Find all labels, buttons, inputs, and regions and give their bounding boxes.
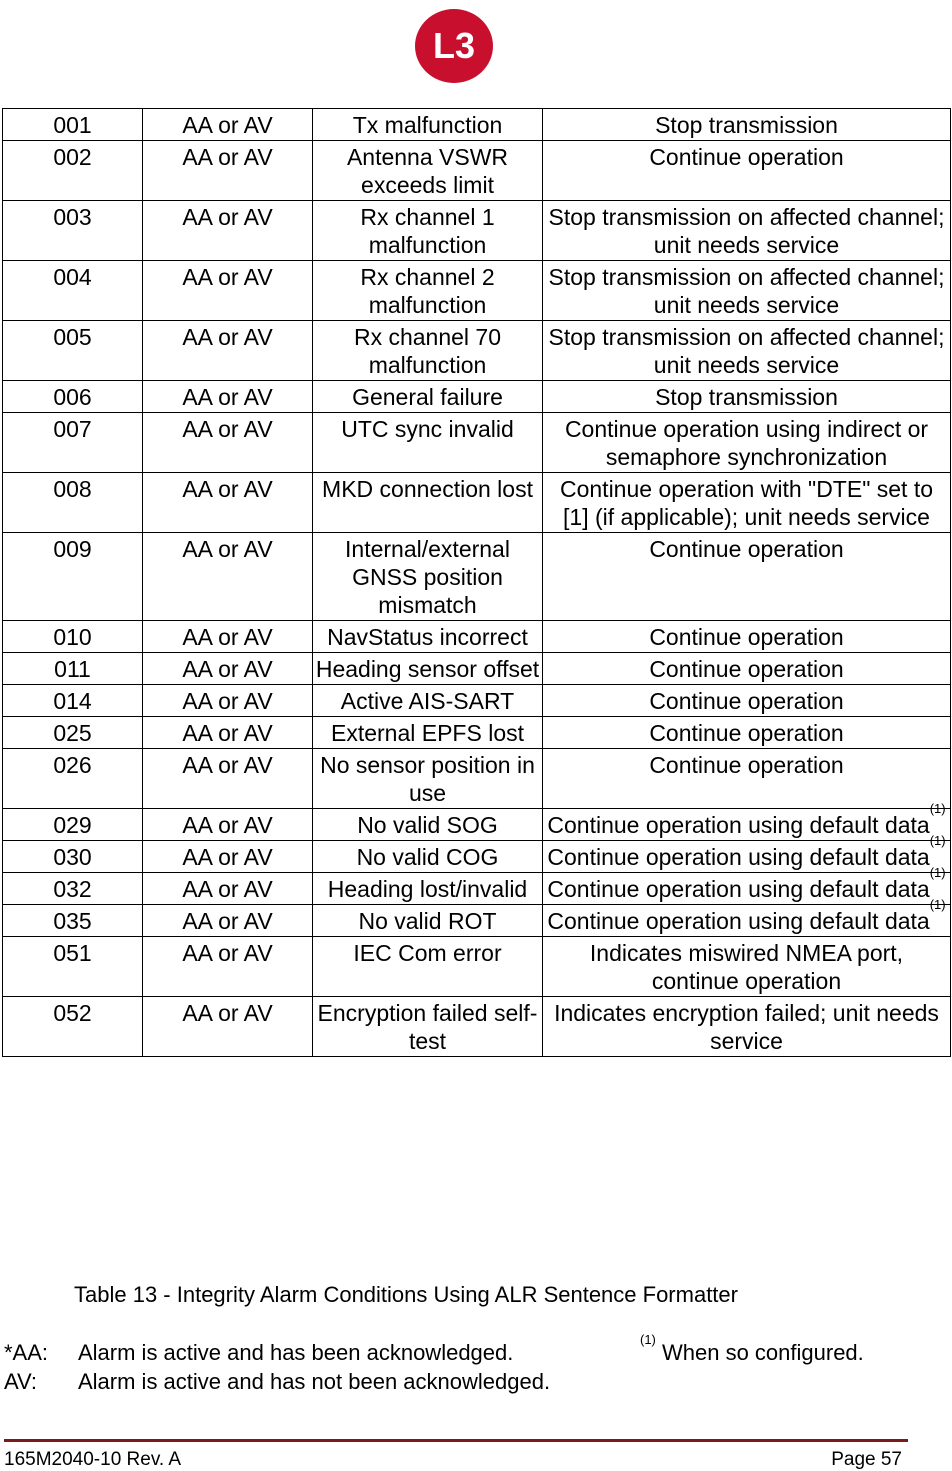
- alarm-condition-cell: [313, 141, 543, 201]
- table-row: [3, 905, 951, 937]
- legend-text: Alarm is active and has not been acknowledged.: [78, 1369, 551, 1394]
- alarm-state-cell-text: AA or AV: [182, 876, 273, 902]
- alarm-state-cell-text: AA or AV: [182, 656, 273, 682]
- alarm-condition-cell-text: Rx channel 70 malfunction: [353, 324, 502, 378]
- alarm-id-cell-text: 035: [53, 908, 92, 934]
- alarm-id-cell: [3, 717, 143, 749]
- alarm-id-cell: [3, 141, 143, 201]
- alarm-id-cell: [3, 873, 143, 905]
- alarm-reaction-cell-text: Indicates encryption failed; unit needs service: [554, 1000, 939, 1054]
- table-row: [3, 717, 951, 749]
- alarm-reaction-cell: [543, 717, 951, 749]
- footnote: [640, 1332, 864, 1366]
- alarm-id-cell-text: 009: [53, 536, 92, 562]
- document-id: 165M2040-10 Rev. A: [4, 1449, 182, 1470]
- table-row: [3, 381, 951, 413]
- alarm-condition-cell-text: General failure: [352, 384, 503, 410]
- alarm-reaction-cell-text: Continue operation using default data: [547, 812, 930, 838]
- alarm-id-cell: [3, 261, 143, 321]
- alarm-id-cell: [3, 621, 143, 653]
- integrity-alarm-table: [2, 108, 951, 1057]
- alarm-id-cell: [3, 201, 143, 261]
- alarm-id-cell: [3, 809, 143, 841]
- alarm-reaction-cell-text: Stop transmission on affected channel; unit needs service: [548, 324, 945, 378]
- table-row: [3, 809, 951, 841]
- alarm-id-cell-text: 052: [53, 1000, 92, 1026]
- alarm-condition-cell-text: Encryption failed self-test: [317, 1000, 538, 1054]
- alarm-state-cell-text: AA or AV: [182, 112, 273, 138]
- alarm-state-cell-text: AA or AV: [182, 688, 273, 714]
- alarm-reaction-cell: [543, 413, 951, 473]
- alarm-condition-cell-text: No sensor position in use: [320, 752, 535, 806]
- alarm-id-cell: [3, 653, 143, 685]
- alarm-state-cell: [143, 413, 313, 473]
- alarm-reaction-cell-text: Continue operation: [649, 656, 844, 682]
- table-row: [3, 109, 951, 141]
- alarm-id-cell-text: 008: [53, 476, 92, 502]
- alarm-id-cell-text: 010: [53, 624, 92, 650]
- legend-key: *AA:: [4, 1340, 49, 1365]
- alarm-reaction-cell-text: Continue operation: [649, 624, 844, 650]
- legend-key: AV:: [4, 1369, 38, 1394]
- alarm-id-cell: [3, 905, 143, 937]
- alarm-condition-cell: [313, 997, 543, 1057]
- alarm-reaction-cell: [543, 261, 951, 321]
- alarm-reaction-cell-text: Indicates miswired NMEA port, continue operation: [589, 940, 904, 994]
- alarm-state-cell-text: AA or AV: [182, 416, 273, 442]
- alarm-condition-cell-text: Tx malfunction: [352, 112, 503, 138]
- alarm-condition-cell: [313, 381, 543, 413]
- alarm-state-cell: [143, 381, 313, 413]
- alarm-state-cell: [143, 473, 313, 533]
- alarm-reaction-cell: [543, 653, 951, 685]
- alarm-reaction-cell: [543, 473, 951, 533]
- alarm-condition-cell-text: MKD connection lost: [322, 476, 533, 502]
- table-row: [3, 141, 951, 201]
- alarm-id-cell-text: 014: [53, 688, 92, 714]
- alarm-condition-cell-text: Antenna VSWR exceeds limit: [346, 144, 509, 198]
- footnote-ref: (1): [929, 865, 946, 880]
- legend-aa: [4, 1340, 513, 1366]
- alarm-reaction-cell-text: Continue operation: [649, 144, 844, 170]
- alarm-condition-cell-text: UTC sync invalid: [341, 416, 514, 442]
- table-row: [3, 841, 951, 873]
- footnote-text: When so configured.: [655, 1340, 864, 1365]
- alarm-state-cell-text: AA or AV: [182, 536, 273, 562]
- alarm-id-cell-text: 051: [53, 940, 92, 966]
- alarm-reaction-cell-text: Stop transmission: [655, 112, 838, 138]
- alarm-condition-cell-text: IEC Com error: [353, 940, 502, 966]
- alarm-reaction-cell: [543, 321, 951, 381]
- alarm-id-cell-text: 002: [53, 144, 92, 170]
- alarm-id-cell: [3, 749, 143, 809]
- alarm-condition-cell: [313, 413, 543, 473]
- alarm-id-cell-text: 029: [53, 812, 92, 838]
- alarm-reaction-cell-text: Stop transmission on affected channel; unit needs service: [548, 264, 945, 318]
- alarm-state-cell-text: AA or AV: [182, 144, 273, 170]
- alarm-condition-cell: [313, 201, 543, 261]
- table-caption: Table 13 - Integrity Alarm Conditions Using ALR Sentence Formatter: [74, 1282, 738, 1307]
- alarm-reaction-cell-text: Continue operation: [649, 720, 844, 746]
- alarm-condition-cell: [313, 473, 543, 533]
- alarm-reaction-cell: [543, 109, 951, 141]
- alarm-reaction-cell: [543, 141, 951, 201]
- alarm-id-cell-text: 006: [53, 384, 92, 410]
- alarm-state-cell: [143, 201, 313, 261]
- alarm-condition-cell: [313, 653, 543, 685]
- alarm-reaction-cell: [543, 997, 951, 1057]
- alarm-reaction-cell: [543, 801, 951, 841]
- alarm-state-cell: [143, 621, 313, 653]
- alarm-id-cell: [3, 413, 143, 473]
- alarm-condition-cell-text: Rx channel 2 malfunction: [360, 264, 495, 318]
- alarm-condition-cell: [313, 321, 543, 381]
- alarm-state-cell: [143, 653, 313, 685]
- alarm-condition-cell-text: Internal/external GNSS position mismatch: [345, 536, 510, 618]
- alarm-reaction-cell-text: Continue operation using default data: [547, 876, 930, 902]
- alarm-reaction-cell-text: Continue operation: [649, 536, 844, 562]
- alarm-reaction-cell: [543, 381, 951, 413]
- table-row: [3, 621, 951, 653]
- table-row: [3, 473, 951, 533]
- table-row: [3, 533, 951, 621]
- alarm-reaction-cell: [543, 937, 951, 997]
- alarm-state-cell: [143, 717, 313, 749]
- alarm-state-cell-text: AA or AV: [182, 204, 273, 230]
- alarm-reaction-cell-text: Continue operation using default data: [547, 844, 930, 870]
- alarm-id-cell: [3, 841, 143, 873]
- page-number: Page 57: [831, 1449, 902, 1470]
- alarm-condition-cell: [313, 717, 543, 749]
- alarm-condition-cell: [313, 109, 543, 141]
- alarm-condition-cell: [313, 533, 543, 621]
- alarm-state-cell-text: AA or AV: [182, 1000, 273, 1026]
- alarm-state-cell: [143, 685, 313, 717]
- alarm-state-cell: [143, 809, 313, 841]
- alarm-condition-cell: [313, 749, 543, 809]
- alarm-state-cell: [143, 141, 313, 201]
- alarm-id-cell: [3, 937, 143, 997]
- alarm-state-cell: [143, 841, 313, 873]
- alarm-condition-cell-text: Heading lost/invalid: [327, 876, 528, 902]
- alarm-id-cell: [3, 109, 143, 141]
- alarm-reaction-cell-text: Stop transmission on affected channel; unit needs service: [548, 204, 945, 258]
- table-row: [3, 749, 951, 809]
- alarm-reaction-cell: [543, 749, 951, 809]
- table-row: [3, 261, 951, 321]
- alarm-reaction-cell: [543, 865, 951, 905]
- table-row: [3, 653, 951, 685]
- alarm-state-cell: [143, 937, 313, 997]
- alarm-id-cell-text: 032: [53, 876, 92, 902]
- legend-text: Alarm is active and has been acknowledged.: [78, 1340, 514, 1365]
- alarm-state-cell-text: AA or AV: [182, 752, 273, 778]
- alarm-state-cell-text: AA or AV: [182, 384, 273, 410]
- table-row: [3, 937, 951, 997]
- alarm-condition-cell: [313, 873, 543, 905]
- alarm-state-cell-text: AA or AV: [182, 720, 273, 746]
- table-row: [3, 413, 951, 473]
- table-row: [3, 201, 951, 261]
- alarm-condition-cell-text: NavStatus incorrect: [327, 624, 528, 650]
- alarm-condition-cell: [313, 809, 543, 841]
- table-row: [3, 321, 951, 381]
- alarm-condition-cell: [313, 261, 543, 321]
- alarm-state-cell: [143, 997, 313, 1057]
- alarm-state-cell-text: AA or AV: [182, 844, 273, 870]
- alarm-state-cell-text: AA or AV: [182, 812, 273, 838]
- alarm-state-cell-text: AA or AV: [182, 940, 273, 966]
- footnote-ref: (1): [929, 833, 946, 848]
- alarm-state-cell: [143, 533, 313, 621]
- alarm-id-cell: [3, 473, 143, 533]
- footer-rule: [4, 1439, 908, 1442]
- alarm-id-cell-text: 001: [53, 112, 92, 138]
- alarm-condition-cell: [313, 937, 543, 997]
- alarm-reaction-cell: [543, 533, 951, 621]
- alarm-state-cell-text: AA or AV: [182, 324, 273, 350]
- alarm-state-cell: [143, 749, 313, 809]
- alarm-reaction-cell: [543, 685, 951, 717]
- alarm-condition-cell: [313, 685, 543, 717]
- logo-text: L3: [432, 25, 476, 66]
- alarm-reaction-cell-text: Continue operation using indirect or semaphore synchronization: [564, 416, 929, 470]
- alarm-id-cell-text: 007: [53, 416, 92, 442]
- alarm-state-cell: [143, 109, 313, 141]
- alarm-reaction-cell-text: Continue operation using default data: [547, 908, 930, 934]
- alarm-reaction-cell: [543, 621, 951, 653]
- alarm-id-cell-text: 011: [54, 656, 91, 682]
- alarm-id-cell-text: 003: [53, 204, 92, 230]
- footnote-mark: (1): [640, 1332, 656, 1347]
- alarm-state-cell-text: AA or AV: [182, 264, 273, 290]
- alarm-id-cell-text: 004: [53, 264, 92, 290]
- alarm-condition-cell-text: Rx channel 1 malfunction: [360, 204, 495, 258]
- table-row: [3, 997, 951, 1057]
- table-row: [3, 685, 951, 717]
- alarm-id-cell: [3, 997, 143, 1057]
- alarm-condition-cell: [313, 621, 543, 653]
- alarm-condition-cell-text: No valid COG: [356, 844, 499, 870]
- alarm-state-cell-text: AA or AV: [182, 624, 273, 650]
- alarm-reaction-cell-text: Continue operation: [649, 752, 844, 778]
- alarm-id-cell: [3, 381, 143, 413]
- l3-logo: [414, 8, 494, 84]
- alarm-reaction-cell-text: Continue operation with "DTE" set to [1] (if applicable); unit needs service: [559, 476, 934, 530]
- alarm-reaction-cell-text: Stop transmission: [655, 384, 838, 410]
- alarm-state-cell: [143, 873, 313, 905]
- alarm-condition-cell-text: External EPFS lost: [330, 720, 525, 746]
- alarm-condition-cell-text: No valid ROT: [358, 908, 497, 934]
- alarm-state-cell: [143, 321, 313, 381]
- alarm-reaction-cell: [543, 833, 951, 873]
- alarm-id-cell-text: 030: [53, 844, 92, 870]
- alarm-state-cell: [143, 905, 313, 937]
- alarm-state-cell-text: AA or AV: [182, 476, 273, 502]
- alarm-condition-cell: [313, 841, 543, 873]
- alarm-state-cell-text: AA or AV: [182, 908, 273, 934]
- alarm-id-cell-text: 005: [53, 324, 92, 350]
- alarm-id-cell-text: 026: [53, 752, 92, 778]
- alarm-reaction-cell: [543, 201, 951, 261]
- table-row: [3, 873, 951, 905]
- alarm-condition-cell-text: Active AIS-SART: [340, 688, 515, 714]
- alarm-id-cell: [3, 533, 143, 621]
- alarm-condition-cell-text: Heading sensor offset: [315, 656, 540, 682]
- legend-av: [4, 1369, 550, 1395]
- alarm-id-cell-text: 025: [53, 720, 92, 746]
- alarm-state-cell: [143, 261, 313, 321]
- alarm-condition-cell: [313, 905, 543, 937]
- alarm-id-cell: [3, 321, 143, 381]
- alarm-reaction-cell-text: Continue operation: [649, 688, 844, 714]
- footnote-ref: (1): [929, 801, 946, 816]
- footnote-ref: (1): [929, 897, 946, 912]
- alarm-condition-cell-text: No valid SOG: [357, 812, 498, 838]
- alarm-reaction-cell: [543, 897, 951, 937]
- alarm-id-cell: [3, 685, 143, 717]
